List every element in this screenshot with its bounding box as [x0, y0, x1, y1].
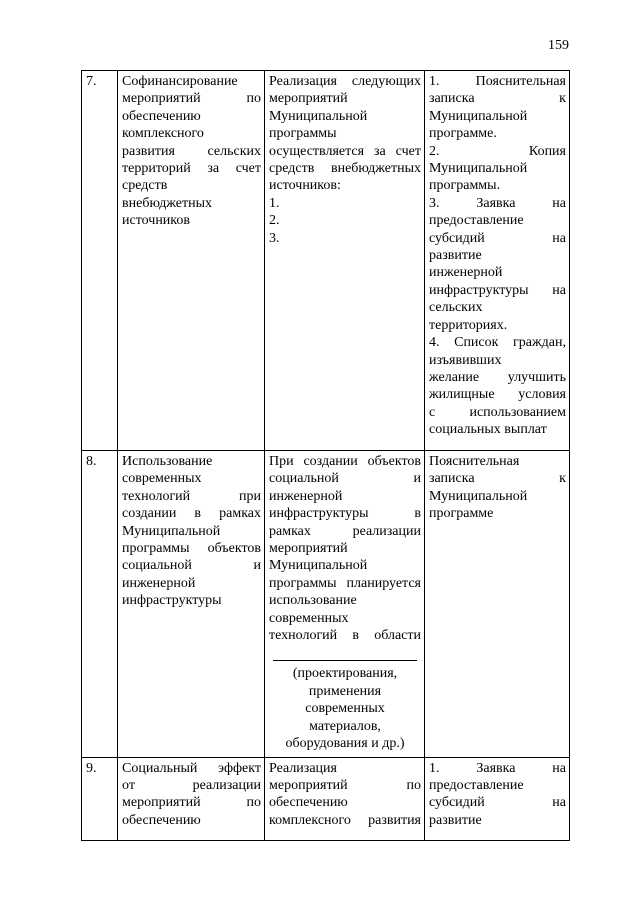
text-line: оборудования и др.)	[285, 736, 405, 752]
text-line: программы объектов	[122, 541, 261, 557]
text-line: мероприятий по	[122, 91, 261, 107]
text-line: программы	[269, 126, 337, 142]
text-line: источников:	[269, 178, 341, 194]
text-line: инфраструктуры на	[429, 282, 566, 298]
description-cell	[265, 451, 425, 758]
text-line: программы.	[429, 178, 501, 194]
text-line: записка к	[429, 471, 566, 487]
text-line: использование	[269, 593, 357, 609]
description-cell	[265, 757, 425, 840]
text-line: (проектирования,	[292, 666, 398, 682]
text-line: современных	[122, 471, 202, 487]
text-line: Использование	[122, 454, 213, 469]
row-number-cell	[82, 757, 118, 840]
description-text	[269, 453, 421, 644]
text-line: 3.	[269, 230, 280, 246]
text-line: инфраструктуры в	[269, 506, 421, 522]
measure-text	[122, 760, 261, 830]
text-line: Пояснительная	[429, 454, 520, 469]
text-line: социальной и	[269, 471, 421, 487]
text-line: современных	[305, 701, 385, 717]
text-line: обеспечению	[269, 795, 348, 811]
row-number: 7.	[86, 74, 97, 89]
text-line: современных	[269, 610, 349, 626]
text-line: развитие	[429, 812, 482, 828]
text-line: Муниципальной	[429, 161, 528, 177]
text-line: территорий за счет	[122, 161, 261, 177]
text-line: предоставление	[429, 777, 524, 793]
text-line: При создании объектов	[269, 454, 421, 469]
text-line: материалов,	[309, 718, 381, 734]
description-text	[269, 760, 421, 830]
row-number: 8.	[86, 454, 97, 469]
text-line: 1.	[269, 195, 280, 211]
text-line: технологий при	[122, 488, 261, 504]
text-line: рамках реализации	[269, 523, 421, 539]
text-line: социальных выплат	[429, 422, 547, 438]
description-cell	[265, 71, 425, 451]
text-line: мероприятий по	[269, 777, 421, 793]
text-line: инженерной	[429, 265, 503, 281]
documents-cell	[425, 757, 570, 840]
description-note	[269, 665, 421, 752]
text-line: 1. Заявка на	[429, 760, 566, 776]
text-line: Софинансирование	[122, 74, 238, 89]
documents-cell	[425, 71, 570, 451]
text-line: средств внебюджетных	[269, 161, 421, 177]
text-line: инженерной	[269, 488, 343, 504]
text-line: мероприятий	[269, 91, 348, 107]
text-line: территориях.	[429, 317, 508, 333]
text-line: мероприятий	[269, 541, 348, 557]
documents-text	[429, 453, 566, 523]
text-line: источников	[122, 213, 191, 229]
text-line: применения	[308, 683, 382, 699]
text-line: Муниципальной	[429, 488, 528, 504]
text-line: предоставление	[429, 213, 524, 229]
text-line: 1. Пояснительная	[429, 74, 566, 89]
measure-text	[122, 73, 261, 230]
text-line: Муниципальной	[429, 108, 528, 124]
text-line: внебюджетных	[122, 195, 213, 211]
text-line: обеспечению	[122, 812, 201, 828]
text-line: Реализация	[269, 760, 337, 776]
table-row	[82, 71, 570, 451]
documents-text	[429, 760, 566, 830]
text-line: Муниципальной	[122, 523, 221, 539]
text-line: записка к	[429, 91, 566, 107]
measure-cell	[118, 451, 265, 758]
text-line: программе	[429, 506, 494, 522]
text-line: Муниципальной	[269, 558, 368, 574]
text-line: развития сельских	[122, 143, 261, 159]
text-line: Муниципальной	[269, 108, 368, 124]
text-line: создании в рамках	[122, 506, 261, 522]
text-line: желание улучшить	[429, 369, 566, 385]
text-line: обеспечению	[122, 108, 201, 124]
text-line: 2. Копия	[429, 143, 566, 159]
measure-cell	[118, 71, 265, 451]
text-line: социальной и	[122, 558, 261, 574]
text-line: субсидий на	[429, 795, 566, 811]
description-text	[269, 73, 421, 247]
text-line: изъявивших	[429, 352, 502, 368]
text-line: инженерной	[122, 575, 196, 591]
page-number: 159	[548, 38, 569, 53]
documents-text	[429, 73, 566, 439]
text-line: средств	[122, 178, 168, 194]
document-table	[81, 70, 570, 841]
text-line: комплексного развития	[269, 812, 421, 828]
table-row	[82, 451, 570, 758]
row-number: 9.	[86, 760, 97, 776]
text-line: 2.	[269, 213, 280, 229]
text-line: развитие	[429, 248, 482, 264]
text-line: сельских	[429, 300, 483, 316]
row-number-cell	[82, 451, 118, 758]
text-line: Реализация следующих	[269, 74, 421, 89]
text-line: программы планируется	[269, 575, 421, 591]
text-line: от реализации	[122, 777, 261, 793]
table-row	[82, 757, 570, 840]
text-line: технологий в области	[269, 628, 421, 644]
text-line: комплексного	[122, 126, 204, 142]
text-line: инфраструктуры	[122, 593, 222, 609]
row-number-cell	[82, 71, 118, 451]
text-line: Социальный эффект	[122, 760, 261, 776]
text-line: 4. Список граждан,	[429, 335, 566, 351]
measure-cell	[118, 757, 265, 840]
documents-cell	[425, 451, 570, 758]
text-line: субсидий на	[429, 230, 566, 246]
text-line: жилищные условия	[429, 387, 566, 403]
text-line: мероприятий по	[122, 795, 261, 811]
text-line: с использованием	[429, 404, 566, 420]
fill-in-blank-line	[273, 650, 417, 661]
text-line: 3. Заявка на	[429, 195, 566, 211]
measure-text	[122, 453, 261, 610]
text-line: программе.	[429, 126, 497, 142]
text-line: осуществляется за счет	[269, 143, 421, 159]
